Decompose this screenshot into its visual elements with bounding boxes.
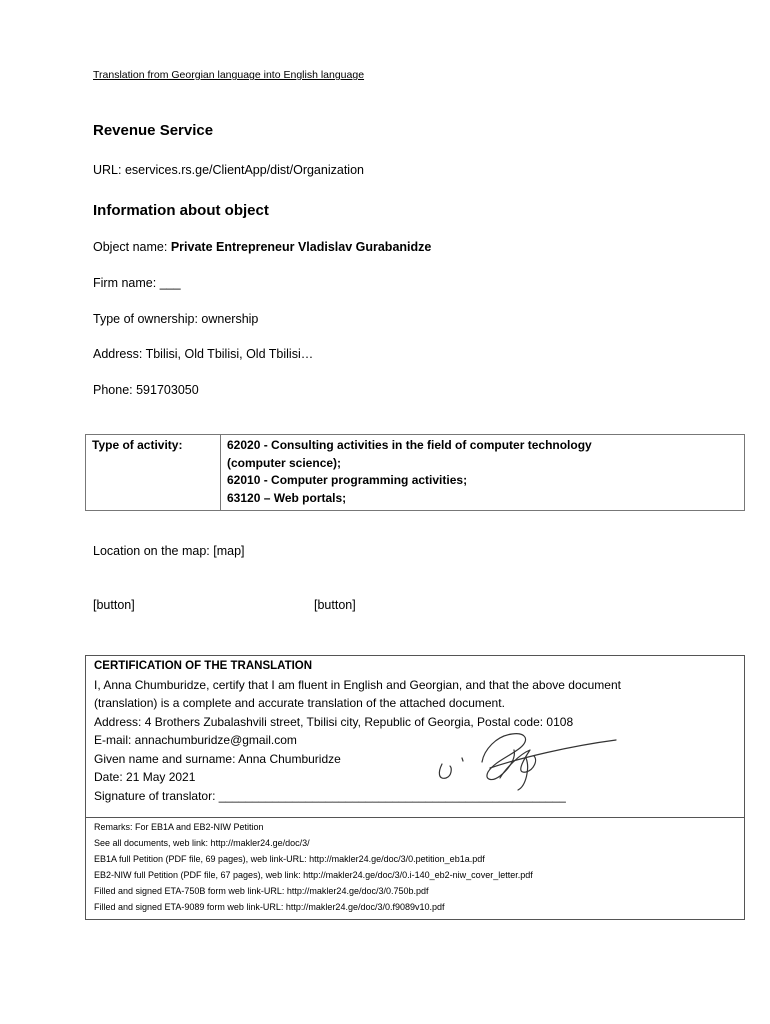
firm-name-line	[93, 276, 181, 290]
certification-line: Date: 21 May 2021	[94, 770, 196, 784]
certification-line: E-mail: annachumburidze@gmail.com	[94, 733, 297, 747]
certification-line: Signature of translator: ____________________________________________________	[94, 788, 566, 803]
certification-line: Given name and surname: Anna Chumburidze	[94, 751, 341, 766]
address-label: Address:	[93, 347, 143, 361]
ownership-label: Type of ownership:	[93, 312, 198, 326]
map-label: Location on the map:	[93, 544, 210, 558]
ownership-line	[93, 312, 258, 326]
remarks-line: EB2-NIW full Petition (PDF file, 67 pages), web link: http://makler24.ge/doc/3/0.i-140_eb2-niw_cover_letter.pdf	[94, 870, 533, 880]
certification-title: CERTIFICATION OF THE TRANSLATION	[94, 660, 313, 672]
firm-name-value: ___	[159, 276, 181, 290]
remarks-section	[94, 819, 533, 915]
address-line	[93, 347, 313, 361]
remarks-line: EB1A full Petition (PDF file, 69 pages), web link-URL: http://makler24.ge/doc/3/0.petition_eb1a.pdf	[94, 854, 485, 864]
certification-line: I, Anna Chumburidze, certify that I am fluent in English and Georgian, and that the above document	[94, 677, 621, 692]
phone-line	[93, 383, 199, 397]
activity-label: Type of activity:	[86, 435, 221, 511]
url-value: eservices.rs.ge/ClientApp/dist/Organization	[124, 163, 364, 177]
activity-row	[86, 435, 745, 511]
certification-section	[86, 656, 744, 818]
activity-line: 63120 – Web portals;	[227, 490, 347, 505]
certification-box	[85, 655, 745, 920]
phone-value: 591703050	[136, 383, 199, 397]
certification-line: (translation) is a complete and accurate translation of the attached document.	[94, 696, 505, 710]
map-placeholder: [map]	[213, 544, 245, 558]
translation-note: Translation from Georgian language into English language	[93, 69, 365, 81]
ownership-value: ownership	[201, 312, 259, 326]
object-name-line	[93, 240, 431, 254]
activity-table	[85, 434, 745, 511]
button-placeholder-1: [button]	[93, 598, 135, 612]
remarks-line: Remarks: For EB1A and EB2-NIW Petition	[94, 822, 264, 832]
url-line	[93, 163, 364, 177]
activity-line: 62010 - Computer programming activities;	[227, 473, 468, 487]
certification-line: Address: 4 Brothers Zubalashvili street, Tbilisi city, Republic of Georgia, Postal code: 0108	[94, 714, 574, 729]
button-placeholder-2: [button]	[314, 598, 356, 612]
address-value: Tbilisi, Old Tbilisi, Old Tbilisi…	[145, 347, 314, 361]
activity-codes	[221, 435, 745, 511]
remarks-line: Filled and signed ETA-9089 form web link-URL: http://makler24.ge/doc/3/0.f9089v10.pdf	[94, 902, 445, 912]
object-name-value: Private Entrepreneur Vladislav Gurabanidze	[170, 240, 432, 254]
activity-line: 62020 - Consulting activities in the field of computer technology	[227, 438, 592, 452]
remarks-line: Filled and signed ETA-750B form web link-URL: http://makler24.ge/doc/3/0.750b.pdf	[94, 886, 429, 896]
object-name-label: Object name:	[93, 240, 168, 254]
map-line	[93, 544, 245, 558]
remarks-line: See all documents, web link: http://makler24.ge/doc/3/	[94, 838, 310, 848]
phone-label: Phone:	[93, 383, 133, 397]
object-heading: Information about object	[93, 202, 269, 219]
activity-line: (computer science);	[227, 455, 342, 470]
service-title: Revenue Service	[93, 122, 214, 139]
url-label: URL:	[93, 163, 122, 177]
handwritten-signature	[430, 728, 620, 792]
firm-name-label: Firm name:	[93, 276, 157, 290]
